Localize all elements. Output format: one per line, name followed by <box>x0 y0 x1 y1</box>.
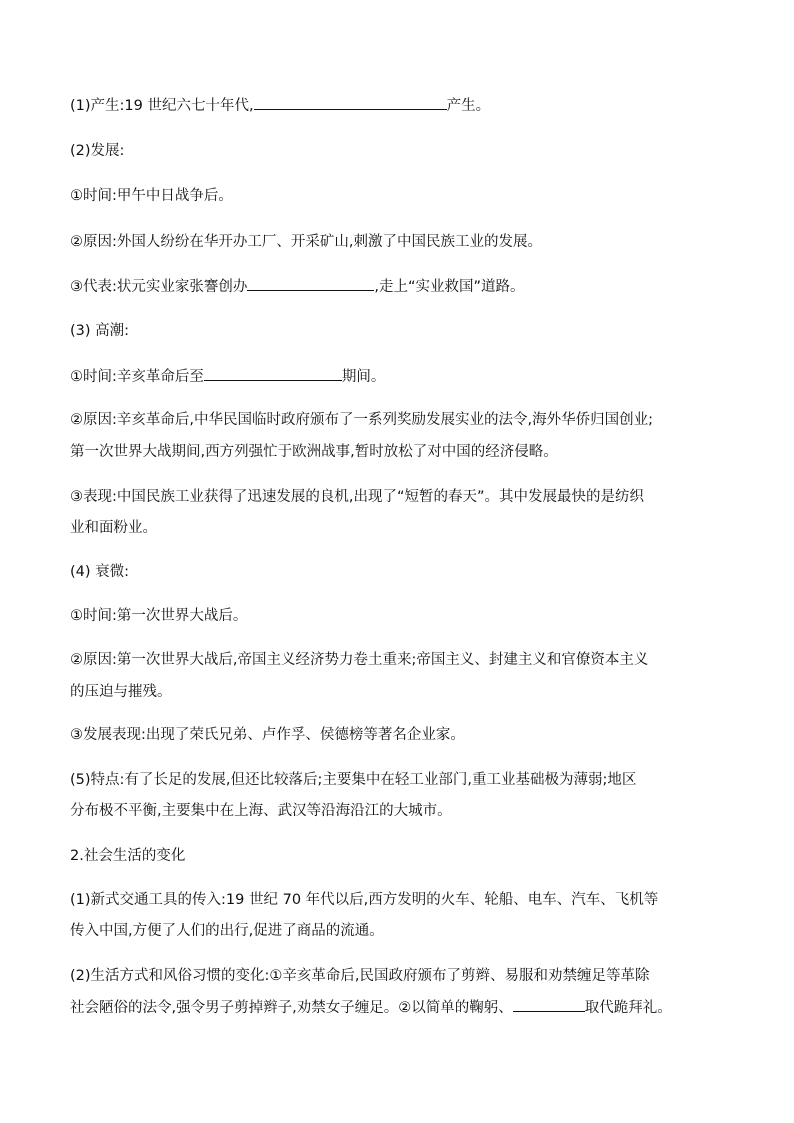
line-development-heading: (2)发展: <box>70 143 125 159</box>
fill-in-blank[interactable] <box>513 997 585 1012</box>
text: 期间。 <box>341 369 386 385</box>
line-decline-time: ①时间:第一次世界大战后。 <box>70 608 248 624</box>
fill-in-blank[interactable] <box>247 276 374 291</box>
text: (1)产生:19 世纪六七十年代, <box>70 98 254 114</box>
line-development-cause: ②原因:外国人纷纷在华开办工厂、开采矿山,刺激了中国民族工业的发展。 <box>70 234 542 250</box>
text: 取代跪拜礼。 <box>584 1000 672 1016</box>
line-climax-cause-1: ②原因:辛亥革命后,中华民国临时政府颁布了一系列奖励发展实业的法令,海外华侨归国创业; <box>70 412 653 428</box>
line-climax-time <box>70 366 385 387</box>
fill-in-blank[interactable] <box>254 95 447 110</box>
line-lifestyle-2 <box>70 997 672 1018</box>
line-decline-heading: (4) 衰微: <box>70 564 130 580</box>
line-climax-performance-2: 业和面粉业。 <box>70 520 157 536</box>
text: 产生。 <box>446 98 491 114</box>
line-climax-cause-2: 第一次世界大战期间,西方列强忙于欧洲战事,暂时放松了对中国的经济侵略。 <box>70 444 558 460</box>
line-decline-cause-2: 的压迫与摧残。 <box>70 684 172 700</box>
line-decline-performance: ③发展表现:出现了荣氏兄弟、卢作孚、侯德榜等著名企业家。 <box>70 727 465 743</box>
fill-in-blank[interactable] <box>204 366 342 381</box>
line-development-representative <box>70 276 525 297</box>
line-transport-1: (1)新式交通工具的传入:19 世纪 70 年代以后,西方发明的火车、轮船、电车、汽车、飞机等 <box>70 892 659 908</box>
text: 社会陋俗的法令,强令男子剪掉辫子,劝禁女子缠足。②以简单的鞠躬、 <box>70 1000 513 1016</box>
section-heading: 2.社会生活的变化 <box>70 848 186 864</box>
line-climax-performance-1: ③表现:中国民族工业获得了迅速发展的良机,出现了“短暂的春天”。其中发展最快的是纺织 <box>70 489 645 505</box>
line-lifestyle-1: (2)生活方式和风俗习惯的变化:①辛亥革命后,民国政府颁布了剪辫、易服和劝禁缠足等革除 <box>70 968 650 984</box>
line-climax-heading: (3) 高潮: <box>70 323 130 339</box>
line-features-1: (5)特点:有了长足的发展,但还比较落后;主要集中在轻工业部门,重工业基础极为薄弱;地区 <box>70 772 637 788</box>
line-development-time: ①时间:甲午中日战争后。 <box>70 188 233 204</box>
text: ③代表:状元实业家张謇创办 <box>70 279 248 295</box>
line-transport-2: 传入中国,方便了人们的出行,促进了商品的流通。 <box>70 923 384 939</box>
text: ,走上“实业救国”道路。 <box>374 279 525 295</box>
text: ①时间:辛亥革命后至 <box>70 369 204 385</box>
line-features-2: 分布极不平衡,主要集中在上海、武汉等沿海沿江的大城市。 <box>70 803 452 819</box>
line-decline-cause-1: ②原因:第一次世界大战后,帝国主义经济势力卷土重来;帝国主义、封建主义和官僚资本主义 <box>70 652 649 668</box>
line-origin <box>70 95 490 116</box>
